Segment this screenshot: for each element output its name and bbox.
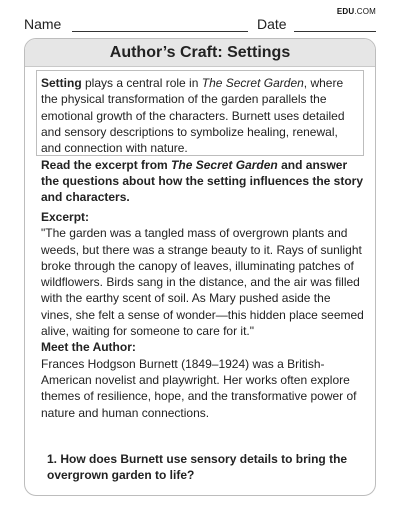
brand-main: EDU <box>336 7 355 16</box>
intro-box <box>36 70 364 156</box>
author-text: Frances Hodgson Burnett (1849–1924) was a British-American novelist and playwright. Her works often explore themes of resilience, hope, and the transformative power of nature and human connections. <box>41 356 357 420</box>
question-number: 1. <box>47 452 58 466</box>
worksheet-card <box>24 38 376 496</box>
excerpt-text: "The garden was a tangled mass of overgrown plants and weeds, but there was a strange beauty to it. Rays of sunlight broke through the canopy of leaves, illuminating patches of wildflowers. Birds sang in the distance, and the air was filled with the earthy scent of soil. As Mary pushed aside the vines, she felt a sense of wonder—this hidden place seemed alive, waiting for someone to care for it." <box>41 226 364 339</box>
name-label: Name <box>24 16 62 32</box>
intro-text-before: plays a central role in <box>81 76 202 90</box>
question-1 <box>47 451 367 483</box>
name-line[interactable] <box>72 31 248 32</box>
instructions-book-title: The Secret Garden <box>171 158 278 172</box>
instructions-before: Read the excerpt from <box>41 158 172 172</box>
worksheet-header <box>24 14 376 36</box>
excerpt-section <box>41 209 367 421</box>
date-label: Date <box>257 16 287 32</box>
intro-text <box>41 75 359 156</box>
brand-suffix: .COM <box>354 7 376 16</box>
card-title: Author’s Craft: Settings <box>109 43 291 61</box>
question-text: How does Burnett use sensory details to bring the overgrown garden to life? <box>47 452 348 482</box>
card-title-bar <box>25 39 375 67</box>
intro-book-title: The Secret Garden <box>201 76 304 90</box>
excerpt-heading: Excerpt: <box>41 210 90 224</box>
intro-text-after: , where the physical transformation of the garden parallels the emotional growth of the characters. Burnett uses detailed and sensory descriptions to symbolize healing, renewal, and connection with nature. <box>41 76 345 156</box>
instructions-after: and answer the questions about how the setting influences the story and characters. <box>41 158 364 204</box>
date-line[interactable] <box>294 31 376 32</box>
intro-lead-term: Setting <box>41 76 82 90</box>
brand-logo <box>337 7 376 16</box>
author-heading: Meet the Author: <box>41 340 136 355</box>
instructions <box>41 157 367 205</box>
